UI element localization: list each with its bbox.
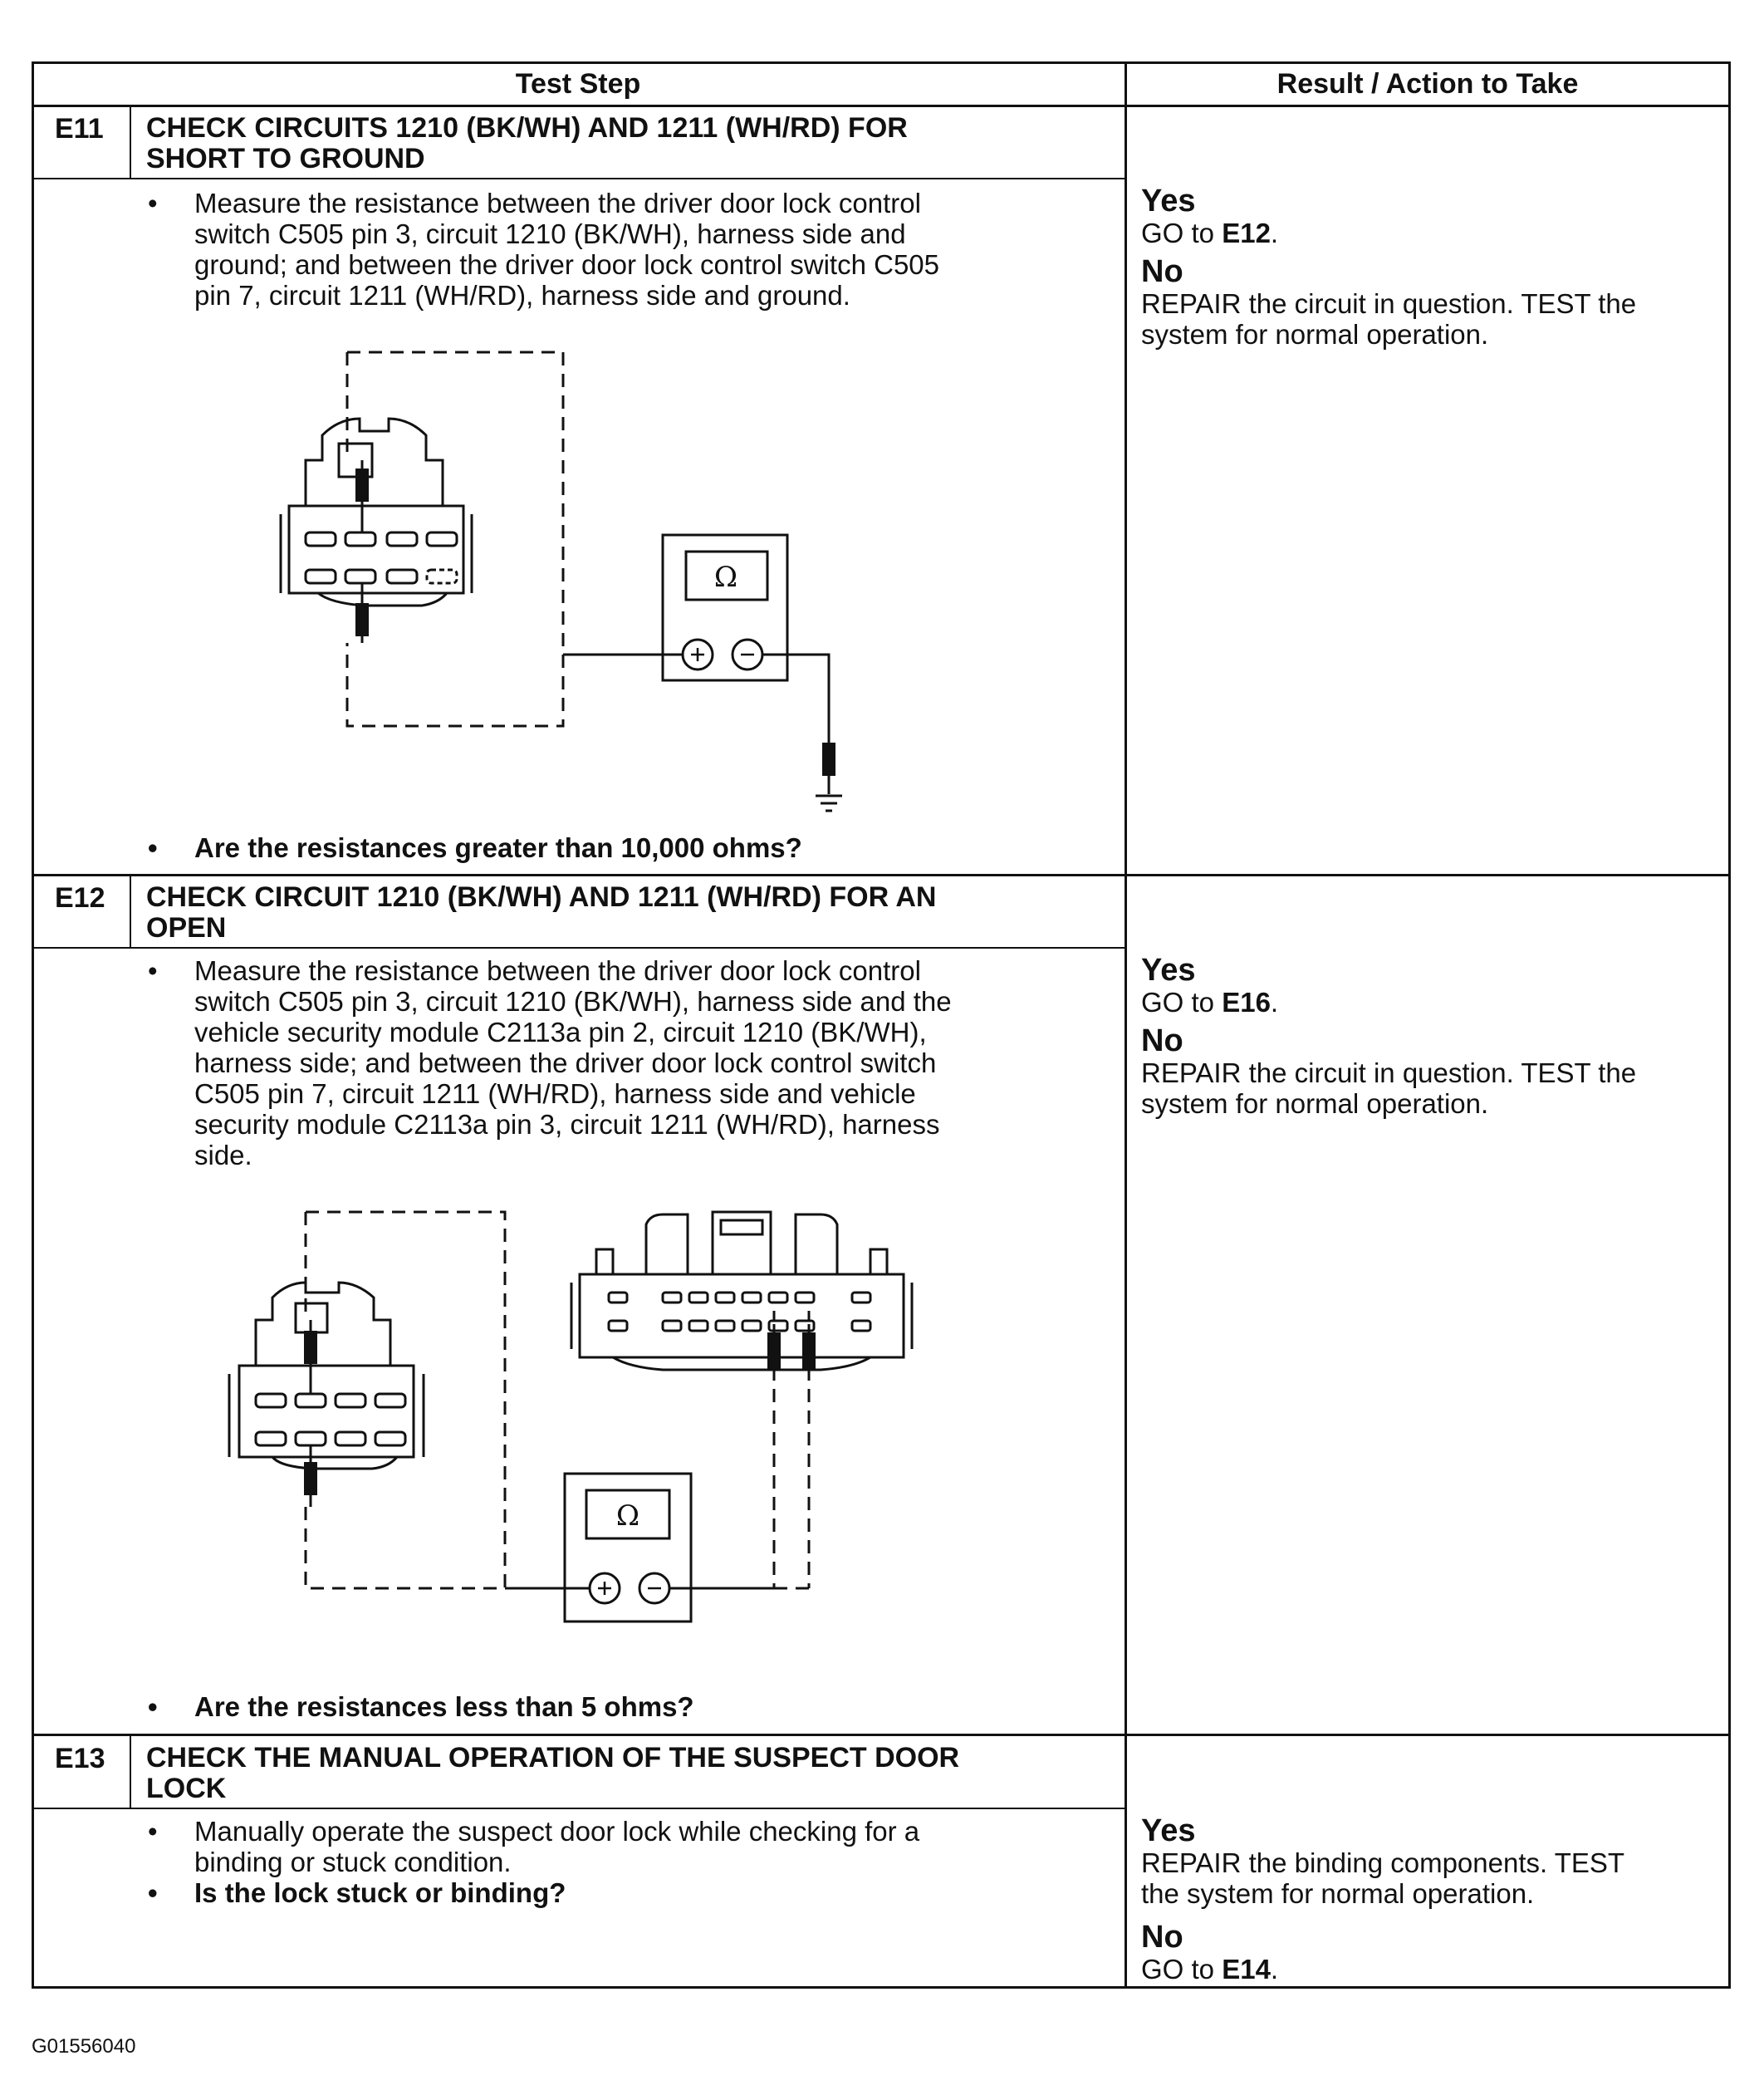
id-divider-e13: [130, 1734, 131, 1808]
connector-pin: [256, 1394, 286, 1407]
c2113a-connector-top: [713, 1212, 771, 1274]
no-label: No: [1141, 254, 1183, 289]
c2113a-connector-top: [646, 1214, 837, 1274]
header-test-step: Test Step: [515, 68, 641, 100]
no-action-line: system for normal operation.: [1141, 319, 1489, 350]
e12-wiring-diagram: [32, 61, 1125, 1734]
step-id: E13: [55, 1743, 105, 1774]
yes-label: Yes: [1141, 953, 1196, 988]
bullet-marker: •: [148, 1691, 158, 1722]
instruction-line: side.: [194, 1140, 252, 1170]
no-action: GO to E14.: [1141, 1954, 1279, 1985]
instruction-line: vehicle security module C2113a pin 2, circuit 1210 (BK/WH),: [194, 1017, 927, 1047]
no-label: No: [1141, 1023, 1183, 1058]
goto-link-e12[interactable]: E12: [1222, 218, 1271, 248]
test-question: [148, 1691, 1111, 1724]
connector-pin: [296, 1432, 326, 1445]
no-action-line: REPAIR the circuit in question. TEST the: [1141, 288, 1637, 319]
instruction-line: harness side; and between the driver door lock control switch: [194, 1047, 937, 1078]
instruction-line: security module C2113a pin 3, circuit 1211 (WH/RD), harness: [194, 1109, 940, 1140]
plus-sign: [598, 1582, 611, 1595]
c2113a-connector-bottom: [613, 1357, 870, 1370]
table-border-right: [1728, 61, 1731, 1989]
module-pin: [742, 1321, 761, 1331]
question-text: Are the resistances greater than 10,000 ohms?: [194, 832, 802, 863]
step-title-line: CHECK CIRCUITS 1210 (BK/WH) AND 1211 (WH/RD) FOR: [146, 112, 908, 144]
title-underline-e13: [32, 1808, 1125, 1809]
step-title: [146, 1743, 959, 1804]
module-pin: [663, 1321, 681, 1331]
probe-tip: [802, 1332, 816, 1369]
instruction-line: C505 pin 7, circuit 1211 (WH/RD), harness side and vehicle: [194, 1078, 916, 1109]
module-pin: [852, 1293, 870, 1303]
bullet-marker: •: [148, 188, 158, 218]
step-title-line: CHECK THE MANUAL OPERATION OF THE SUSPECT DOOR: [146, 1742, 960, 1774]
module-pin: [663, 1293, 681, 1303]
bullet-marker: •: [148, 832, 158, 863]
step-title-line: LOCK: [146, 1773, 227, 1804]
module-pin: [716, 1321, 734, 1331]
goto-link-e16[interactable]: E16: [1222, 987, 1271, 1018]
instruction: [148, 1816, 1111, 1879]
probe-tip: [767, 1332, 781, 1369]
c2113a-connector-top: [596, 1249, 887, 1274]
yes-label: Yes: [1141, 184, 1196, 218]
instruction-line: pin 7, circuit 1211 (WH/RD), harness side and ground.: [194, 280, 850, 311]
probe-tip: [304, 1331, 317, 1364]
ohm-symbol: Ω: [615, 1499, 640, 1533]
module-pin: [689, 1321, 708, 1331]
module-pin: [796, 1321, 814, 1331]
module-pin: [769, 1293, 787, 1303]
column-divider: [1125, 61, 1127, 1989]
module-pin: [742, 1293, 761, 1303]
instruction-line: switch C505 pin 3, circuit 1210 (BK/WH), harness side and the: [194, 986, 952, 1017]
module-pin: [609, 1293, 627, 1303]
connector-pin: [336, 1394, 365, 1407]
yes-label: Yes: [1141, 1813, 1196, 1848]
step-id: E12: [55, 882, 105, 914]
row-divider-e13: [32, 1734, 1731, 1736]
c505-connector-bottom: [272, 1457, 397, 1469]
dashed-harness-path: [306, 1507, 505, 1588]
module-pin: [852, 1321, 870, 1331]
connector-pin: [256, 1432, 286, 1445]
result-e13: [1141, 1814, 1714, 1985]
result-e11: [1141, 184, 1714, 350]
step-title-line: OPEN: [146, 912, 227, 944]
c505-connector-latch: [256, 1283, 390, 1366]
c2113a-connector-body: [580, 1274, 904, 1357]
figure-id: G01556040: [32, 2035, 136, 2058]
instruction-line: Measure the resistance between the driver door lock control: [194, 188, 921, 218]
goto-link-e14[interactable]: E14: [1222, 1954, 1271, 1985]
step-title-line: SHORT TO GROUND: [146, 143, 425, 174]
module-pin: [609, 1321, 627, 1331]
module-pin: [769, 1321, 787, 1331]
yes-action: GO to E12.: [1141, 218, 1279, 248]
test-question: [148, 1877, 1111, 1911]
probe-wire: [774, 1311, 809, 1321]
connector-pin: [375, 1432, 405, 1445]
connector-pin: [375, 1394, 405, 1407]
bullet-marker: •: [148, 1877, 158, 1908]
ohm-symbol: Ω: [713, 561, 738, 594]
yes-action: GO to E16.: [1141, 987, 1279, 1018]
no-label: No: [1141, 1920, 1183, 1955]
bullet-marker: •: [148, 1816, 158, 1847]
instruction-line: Measure the resistance between the driver door lock control: [194, 955, 921, 986]
module-pin: [796, 1293, 814, 1303]
result-e12: [1141, 954, 1714, 1119]
instruction-line: binding or stuck condition.: [194, 1847, 512, 1877]
yes-action-line: REPAIR the binding components. TEST: [1141, 1847, 1625, 1878]
instruction-line: ground; and between the driver door lock control switch C505: [194, 249, 940, 280]
instruction-line: switch C505 pin 3, circuit 1210 (BK/WH), harness side and: [194, 218, 906, 249]
diagnostic-table: [32, 61, 1731, 1989]
question-text: Is the lock stuck or binding?: [194, 1877, 566, 1908]
question-text: Are the resistances less than 5 ohms?: [194, 1691, 694, 1722]
header-result-action: Result / Action to Take: [1276, 68, 1579, 100]
connector-pin: [296, 1394, 326, 1407]
no-action-line: REPAIR the circuit in question. TEST the: [1141, 1057, 1637, 1088]
yes-action-line: the system for normal operation.: [1141, 1878, 1535, 1909]
step-id: E11: [55, 113, 104, 145]
module-pin: [689, 1293, 708, 1303]
no-action-line: system for normal operation.: [1141, 1088, 1489, 1119]
step-title-line: CHECK CIRCUIT 1210 (BK/WH) AND 1211 (WH/RD) FOR AN: [146, 881, 937, 913]
probe-tip: [304, 1462, 317, 1495]
module-pin: [716, 1293, 734, 1303]
bullet-marker: •: [148, 955, 158, 986]
table-border-bottom: [32, 1986, 1731, 1989]
connector-pin: [336, 1432, 365, 1445]
instruction-line: Manually operate the suspect door lock while checking for a: [194, 1816, 920, 1847]
ohmmeter-body: [565, 1474, 691, 1621]
